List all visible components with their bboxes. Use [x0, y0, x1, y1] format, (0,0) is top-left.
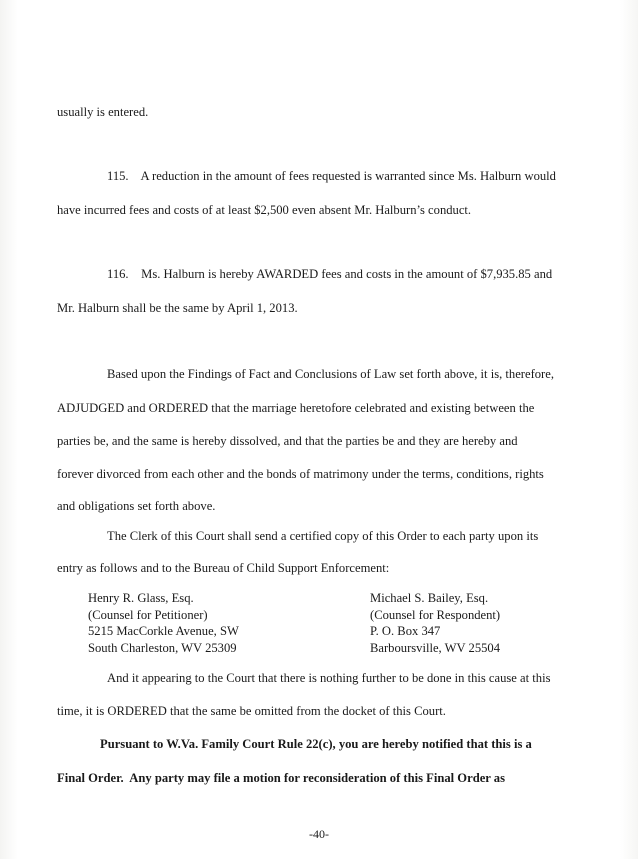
paragraph-115-line-2: have incurred fees and costs of at least $2,500 even absent Mr. Halburn’s conduct. [57, 203, 472, 217]
decree-line-5: and obligations set forth above. [57, 499, 216, 513]
clerk-line-1: The Clerk of this Court shall send a certified copy of this Order to each party upon its [107, 529, 539, 543]
paragraph-115-line-1: 115. A reduction in the amount of fees requested is warranted since Ms. Halburn would [107, 169, 556, 183]
respondent-counsel-city: Barboursville, WV 25504 [370, 640, 501, 655]
petitioner-counsel-address [88, 590, 239, 656]
docket-line-2: time, it is ORDERED that the same be omitted from the docket of this Court. [57, 704, 446, 718]
decree-line-1: Based upon the Findings of Fact and Conclusions of Law set forth above, it is, therefore, [107, 367, 554, 381]
petitioner-counsel-name: Henry R. Glass, Esq. [88, 591, 194, 605]
decree-line-3: parties be, and the same is hereby dissolved, and that the parties be and they are hereby and [57, 434, 518, 448]
respondent-counsel-address [370, 590, 500, 656]
final-order-notice-line-2: Final Order. Any party may file a motion for reconsideration of this Final Order as [57, 771, 505, 785]
respondent-counsel-name: Michael S. Bailey, Esq. [370, 591, 489, 605]
decree-line-2: ADJUDGED and ORDERED that the marriage heretofore celebrated and existing between the [57, 401, 535, 415]
docket-line-1: And it appearing to the Court that there is nothing further to be done in this cause at this [107, 671, 551, 685]
paragraph-116-line-1: 116. Ms. Halburn is hereby AWARDED fees and costs in the amount of $7,935.85 and [107, 267, 553, 281]
text-line: usually is entered. [57, 105, 149, 119]
clerk-line-2: entry as follows and to the Bureau of Child Support Enforcement: [57, 561, 390, 575]
respondent-counsel-role: (Counsel for Respondent) [370, 607, 501, 622]
petitioner-counsel-city: South Charleston, WV 25309 [88, 640, 237, 655]
final-order-notice-line-1: Pursuant to W.Va. Family Court Rule 22(c), you are hereby notified that this is a [100, 737, 532, 751]
decree-line-4: forever divorced from each other and the bonds of matrimony under the terms, conditions, rights [57, 467, 544, 481]
page-number: -40- [309, 827, 329, 841]
petitioner-counsel-street: 5215 MacCorkle Avenue, SW [88, 624, 239, 638]
respondent-counsel-street: P. O. Box 347 [370, 624, 441, 638]
petitioner-counsel-role: (Counsel for Petitioner) [88, 607, 208, 622]
paragraph-116-line-2: Mr. Halburn shall be the same by April 1, 2013. [57, 301, 298, 315]
